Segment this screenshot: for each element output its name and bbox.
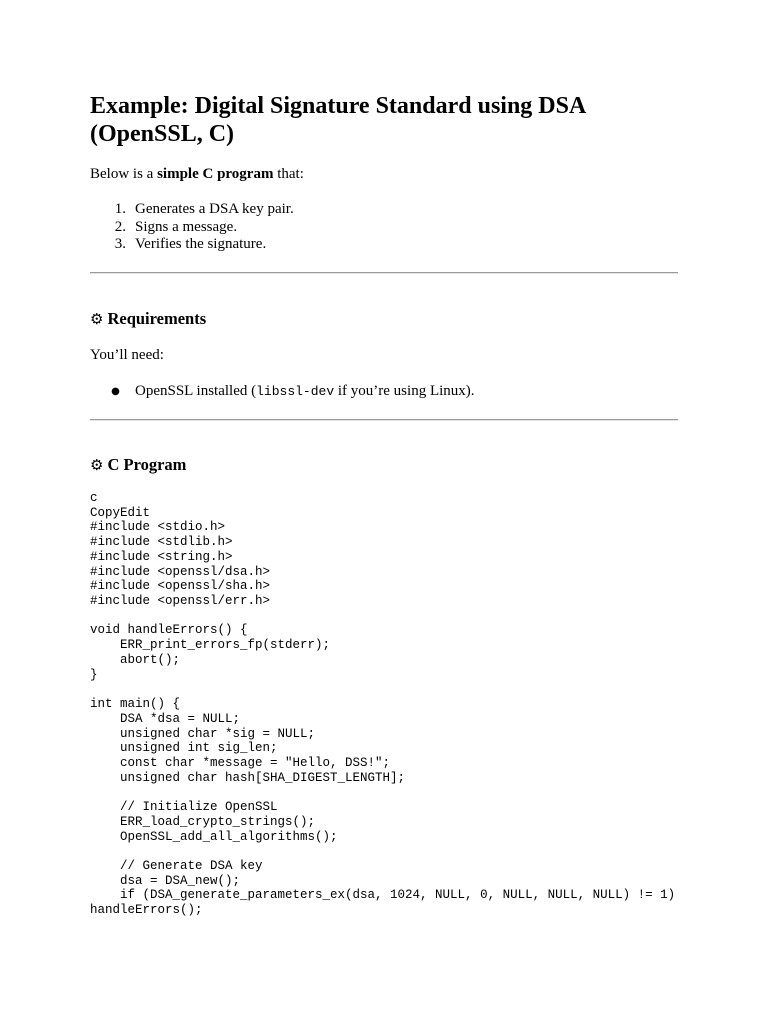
program-heading-text: C Program (107, 455, 187, 474)
code-line: dsa = DSA_new(); (90, 873, 241, 888)
list-item-text: Generates a DSA key pair. (135, 201, 294, 217)
code-line: handleErrors(); (90, 903, 203, 918)
code-line: #include <openssl/dsa.h> (90, 564, 271, 579)
code-line: OpenSSL_add_all_algorithms(); (90, 829, 338, 844)
code-line: ERR_load_crypto_strings(); (90, 814, 316, 829)
requirements-heading (90, 309, 206, 329)
code-line: CopyEdit (90, 505, 151, 520)
code-line: c (90, 491, 98, 505)
intro-prefix: Below is a (90, 166, 158, 182)
code-line: #include <stdlib.h> (90, 535, 233, 550)
inline-code: libssl-dev (256, 384, 335, 399)
list-item-number: 3. (114, 236, 126, 252)
requirement-suffix: if you’re using Linux). (334, 383, 475, 399)
section-divider (90, 419, 678, 421)
code-line: unsigned int sig_len; (90, 741, 278, 756)
code-line: #include <string.h> (90, 549, 233, 564)
code-line: #include <openssl/err.h> (90, 594, 271, 609)
requirements-lead: You’ll need: (90, 347, 164, 363)
requirements-heading-text: Requirements (107, 309, 207, 328)
code-line: // Generate DSA key (90, 858, 263, 873)
requirements-list (90, 382, 475, 401)
code-line: #include <stdio.h> (90, 520, 226, 535)
list-item (90, 382, 475, 401)
bullet-icon: ● (111, 386, 120, 397)
code-line: // Initialize OpenSSL (90, 800, 278, 815)
steps-list (90, 201, 294, 254)
code-line: unsigned char *sig = NULL; (90, 726, 316, 741)
list-item-number: 2. (114, 218, 126, 235)
code-line: } (90, 667, 98, 682)
list-item-number: 1. (114, 201, 126, 217)
code-line: if (DSA_generate_parameters_ex(dsa, 1024, NULL, 0, NULL, NULL, NULL) != 1) (90, 888, 676, 903)
intro-suffix: that: (273, 166, 304, 182)
code-block (90, 491, 675, 918)
section-divider (90, 272, 678, 274)
gear-icon: ⚙ (90, 310, 104, 328)
list-item-text: Verifies the signature. (135, 236, 267, 252)
code-line: int main() { (90, 697, 181, 712)
code-line: void handleErrors() { (90, 623, 248, 638)
code-line: #include <openssl/sha.h> (90, 579, 271, 594)
program-heading (90, 455, 186, 475)
list-item (90, 201, 294, 219)
code-line: ERR_print_errors_fp(stderr); (90, 638, 331, 653)
code-line: abort(); (90, 652, 181, 667)
code-line: const char *message = "Hello, DSS!"; (90, 755, 391, 770)
intro-emphasis: simple C program (157, 166, 274, 182)
document-title: Example: Digital Signature Standard using DSA (OpenSSL, C) (90, 93, 585, 147)
requirement-prefix: OpenSSL installed ( (135, 383, 257, 399)
code-line: unsigned char hash[SHA_DIGEST_LENGTH]; (90, 770, 406, 785)
list-item (90, 236, 294, 254)
code-line: DSA *dsa = NULL; (90, 711, 241, 726)
list-item-text: Signs a message. (135, 218, 238, 235)
list-item (90, 219, 294, 237)
gear-icon: ⚙ (90, 456, 104, 474)
intro-paragraph (90, 165, 304, 183)
